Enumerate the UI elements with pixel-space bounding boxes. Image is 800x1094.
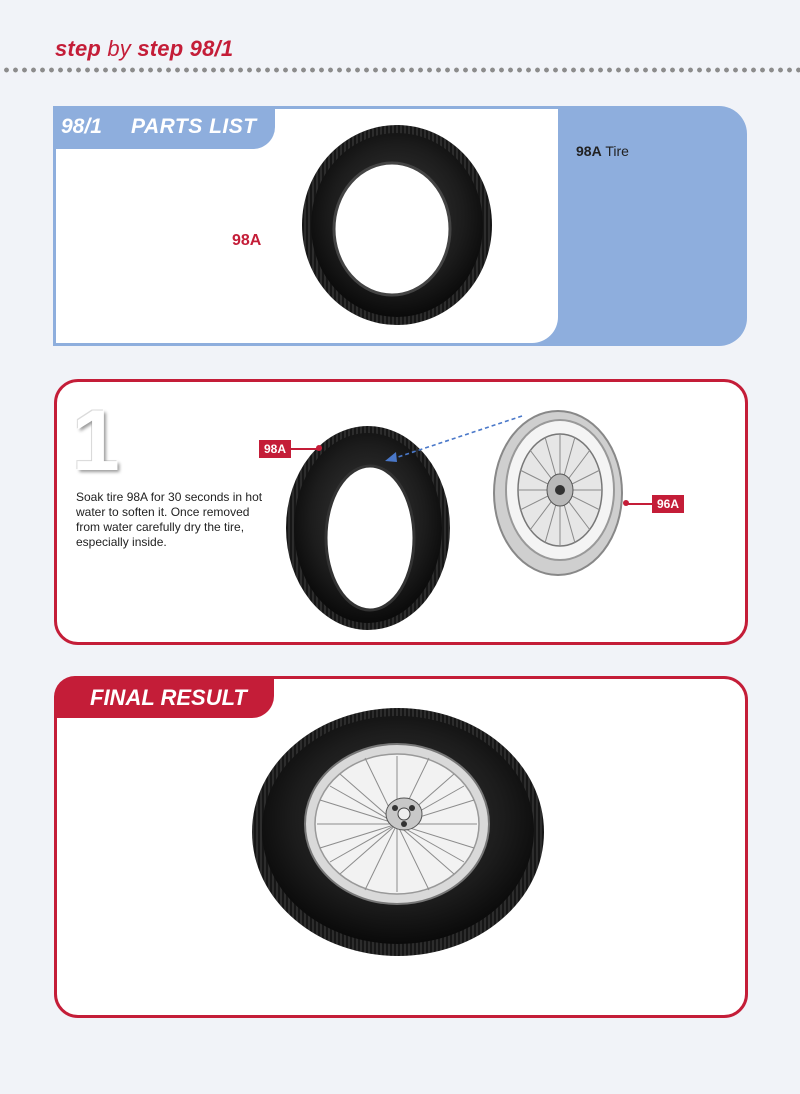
parts-list-tab — [53, 106, 275, 149]
step-instructions: Soak tire 98A for 30 seconds in hot water to soften it. Once removed from water carefully dry the tire, especially inside. — [76, 490, 263, 549]
part-name: Tire — [605, 143, 629, 159]
tire-callout-dot — [316, 445, 322, 451]
header-by-word: by — [107, 36, 131, 61]
header-step-word: step — [55, 36, 102, 61]
dotted-divider — [0, 66, 800, 74]
page-header — [55, 36, 233, 62]
header-step-number: 98/1 — [189, 36, 234, 61]
parts-list-items — [576, 143, 629, 159]
final-result-tab — [54, 676, 274, 718]
part-code: 98A — [576, 143, 602, 159]
step-number: 1 — [72, 393, 120, 489]
wheel-callout-label: 96A — [652, 495, 684, 513]
header-step-word-2: step — [137, 36, 184, 61]
parts-list-title: PARTS LIST — [131, 115, 257, 138]
parts-list-number: 98/1 — [61, 115, 102, 138]
part-image-label: 98A — [232, 232, 262, 249]
final-result-title: FINAL RESULT — [90, 685, 247, 710]
wheel-callout-line — [626, 503, 653, 505]
wheel-callout-dot — [623, 500, 629, 506]
final-result-panel — [54, 676, 748, 1018]
tire-callout-line — [289, 448, 319, 450]
tire-callout-label: 98A — [259, 440, 291, 458]
